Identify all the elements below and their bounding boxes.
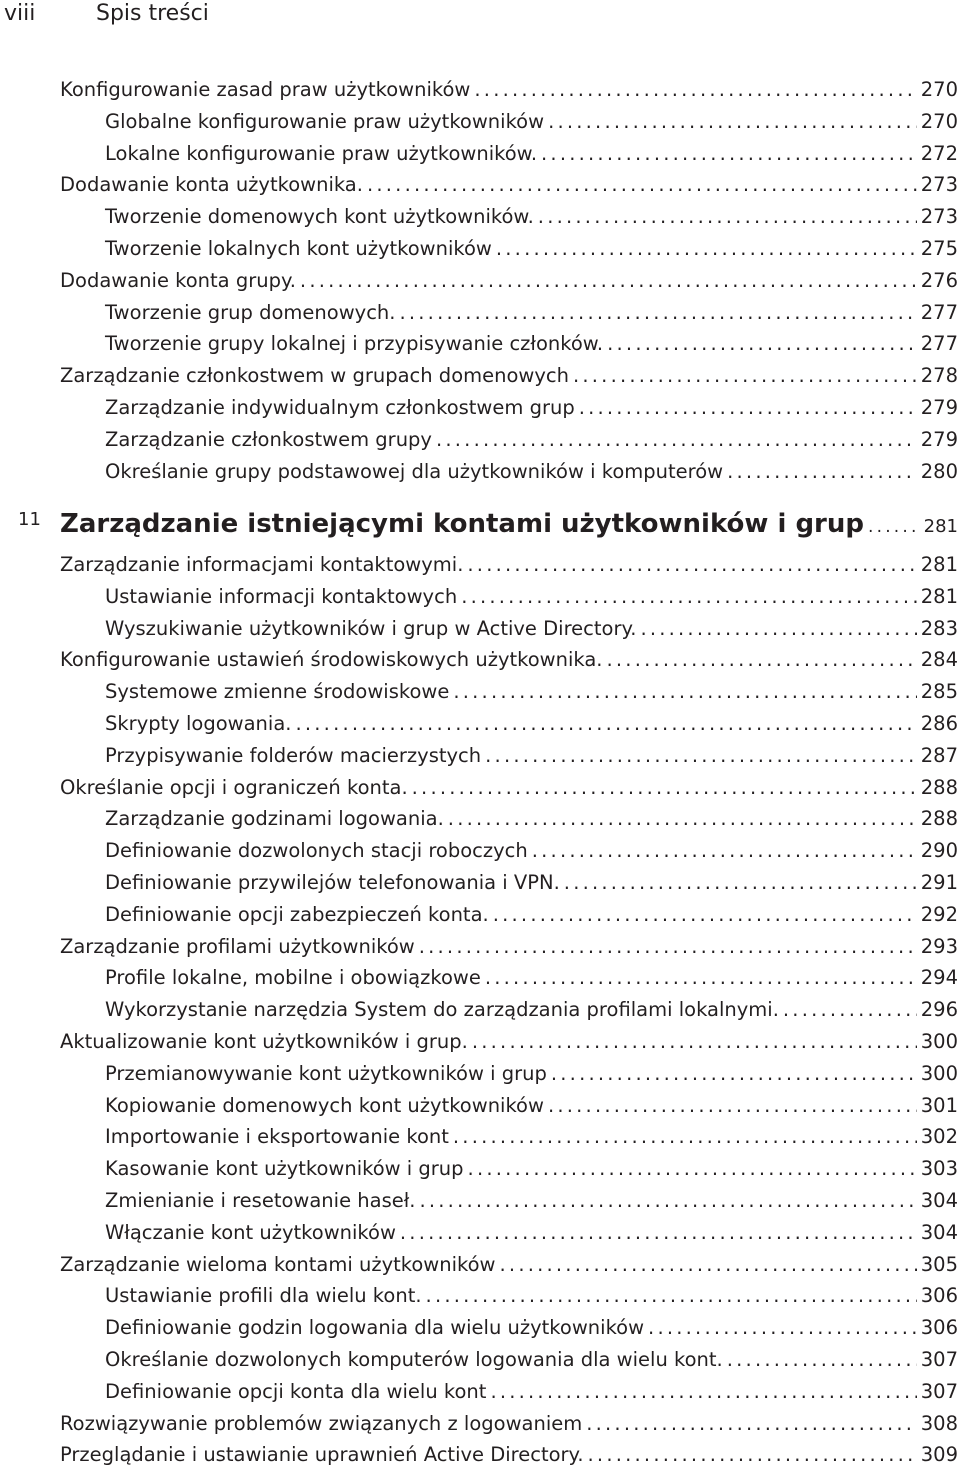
dot-leader bbox=[640, 617, 916, 640]
toc-entry-label: Określanie dozwolonych komputerów logowania dla wielu kont. bbox=[105, 1348, 723, 1371]
toc-page-number: 277 bbox=[920, 300, 958, 324]
toc-page-number: 276 bbox=[920, 268, 958, 292]
toc-entry-label: Tworzenie lokalnych kont użytkowników bbox=[105, 237, 492, 260]
toc-entry-label: Wykorzystanie narzędzia System do zarządzania profilami lokalnymi. bbox=[105, 998, 779, 1022]
toc-entry[interactable] bbox=[0, 142, 960, 174]
toc-entry-label: Ustawianie profili dla wielu kont. bbox=[105, 1284, 422, 1308]
toc-entry-label: Ustawianie informacji kontaktowych bbox=[105, 584, 458, 608]
toc-entry-label: Systemowe zmienne środowiskowe bbox=[105, 680, 450, 704]
toc-entry[interactable] bbox=[0, 1348, 960, 1380]
toc-page-number: 283 bbox=[920, 616, 958, 640]
dot-leader bbox=[300, 269, 917, 292]
dot-leader bbox=[367, 173, 917, 196]
toc-entry-label: Lokalne konfigurowanie praw użytkowników. bbox=[105, 141, 538, 165]
toc-entry[interactable] bbox=[0, 553, 960, 585]
toc-page-number: 281 bbox=[920, 584, 958, 608]
toc-entry[interactable] bbox=[0, 332, 960, 364]
toc-entry-label: Tworzenie grup domenowych. bbox=[105, 300, 396, 324]
dot-leader bbox=[579, 396, 917, 419]
toc-page-number: 279 bbox=[920, 427, 958, 451]
toc-entry-label: Skrypty logowania. bbox=[105, 712, 292, 735]
dot-leader bbox=[548, 110, 917, 133]
toc-page-number: 279 bbox=[920, 396, 958, 419]
toc-page-number: 285 bbox=[920, 680, 958, 704]
dot-leader bbox=[532, 839, 917, 862]
toc-entry-label: Zarządzanie członkostwem w grupach domenowych bbox=[60, 364, 569, 388]
toc-entry-label: Określanie opcji i ograniczeń konta. bbox=[60, 775, 408, 799]
toc-entry[interactable] bbox=[0, 1412, 960, 1444]
toc-entry-label: Zarządzanie informacjami kontaktowymi. bbox=[60, 553, 464, 576]
toc-entry-label: Wyszukiwanie użytkowników i grup w Active Directory. bbox=[105, 616, 637, 640]
toc-entry[interactable] bbox=[0, 998, 960, 1030]
toc-page-number: 304 bbox=[920, 1220, 958, 1244]
toc-page-number: 294 bbox=[920, 966, 958, 990]
toc-page-number: 306 bbox=[920, 1284, 958, 1308]
toc-entry[interactable] bbox=[0, 1189, 960, 1221]
toc-entry[interactable] bbox=[0, 205, 960, 237]
toc-entry-label: Definiowanie opcji konta dla wielu kont bbox=[105, 1379, 487, 1403]
toc-page-number: 287 bbox=[920, 743, 958, 767]
dot-leader bbox=[468, 1157, 917, 1180]
toc-page-number: 302 bbox=[920, 1125, 958, 1149]
toc-page-number: 284 bbox=[920, 648, 958, 672]
toc-entry[interactable] bbox=[0, 935, 960, 967]
toc-entry[interactable] bbox=[0, 1316, 960, 1348]
dot-leader bbox=[496, 237, 917, 260]
toc-entry-label: Profile lokalne, mobilne i obowiązkowe bbox=[105, 966, 481, 990]
toc-entry[interactable] bbox=[0, 1284, 960, 1316]
toc-page-number: 278 bbox=[920, 364, 958, 388]
header-title: Spis treści bbox=[96, 1, 209, 26]
toc-entry-label: Definiowanie przywilejów telefonowania i VPN. bbox=[105, 871, 560, 894]
dot-leader bbox=[607, 648, 917, 671]
dot-leader bbox=[541, 142, 917, 165]
toc-entry[interactable] bbox=[0, 1094, 960, 1126]
toc-entry-label: Kasowanie kont użytkowników i grup bbox=[105, 1157, 464, 1181]
dot-leader bbox=[727, 1348, 917, 1371]
page-header bbox=[0, 0, 960, 40]
toc-entry[interactable] bbox=[0, 237, 960, 269]
toc-entry[interactable] bbox=[0, 110, 960, 142]
toc-entry[interactable] bbox=[0, 585, 960, 617]
toc-page-number: 303 bbox=[920, 1157, 958, 1181]
toc-entry-label: Zarządzanie godzinami logowania. bbox=[105, 807, 444, 831]
toc-entry[interactable] bbox=[0, 396, 960, 428]
toc-page-number: 307 bbox=[920, 1379, 958, 1403]
toc-entry[interactable] bbox=[0, 1221, 960, 1253]
toc-entry-label: Definiowanie godzin logowania dla wielu użytkowników bbox=[105, 1316, 645, 1340]
toc-entry-label: Konfigurowanie ustawień środowiskowych użytkownika. bbox=[60, 648, 603, 672]
toc-entry[interactable] bbox=[0, 776, 960, 808]
toc-entry[interactable] bbox=[0, 839, 960, 871]
toc-entry[interactable] bbox=[0, 78, 960, 110]
chapter-heading[interactable] bbox=[0, 509, 960, 541]
dot-leader bbox=[564, 871, 917, 894]
toc-page-number: 290 bbox=[920, 839, 958, 863]
toc-page-number: 293 bbox=[920, 934, 958, 958]
dot-leader bbox=[448, 807, 917, 830]
toc-page-number: 308 bbox=[920, 1411, 958, 1435]
toc-page-number: 288 bbox=[920, 807, 958, 831]
toc-page-number: 306 bbox=[920, 1316, 958, 1340]
toc-page-number: 304 bbox=[920, 1189, 958, 1212]
toc-page-number: 301 bbox=[920, 1093, 958, 1117]
toc-entry-label: Zarządzanie wieloma kontami użytkowników bbox=[60, 1252, 496, 1276]
dot-leader bbox=[783, 998, 917, 1021]
dot-leader bbox=[868, 517, 920, 537]
toc-page-number: 292 bbox=[920, 902, 958, 926]
dot-leader bbox=[295, 712, 916, 735]
toc-entry[interactable] bbox=[0, 903, 960, 935]
toc-page-number: 280 bbox=[920, 459, 958, 483]
toc-page-number: 300 bbox=[920, 1030, 958, 1053]
dot-leader bbox=[500, 1253, 917, 1276]
toc-entry[interactable] bbox=[0, 269, 960, 301]
toc-entry[interactable] bbox=[0, 1443, 960, 1475]
toc-entry[interactable] bbox=[0, 648, 960, 680]
toc-entry[interactable] bbox=[0, 744, 960, 776]
toc-page-number: 281 bbox=[923, 516, 958, 537]
toc-entry-label: Definiowanie opcji zabezpieczeń konta. bbox=[105, 902, 489, 926]
toc-entry-label: Importowanie i eksportowanie kont bbox=[105, 1125, 449, 1149]
chapter-title: Zarządzanie istniejącymi kontami użytkowników i grup bbox=[60, 509, 864, 539]
toc-page-number: 307 bbox=[920, 1348, 958, 1371]
chapter-number: 11 bbox=[18, 509, 41, 530]
dot-leader bbox=[607, 332, 917, 355]
toc-entry-label: Zmienianie i resetowanie haseł. bbox=[105, 1189, 416, 1212]
toc-page-number: 305 bbox=[920, 1252, 958, 1276]
dot-leader bbox=[727, 460, 917, 483]
toc-entry-label: Definiowanie dozwolonych stacji roboczych bbox=[105, 839, 528, 863]
toc-entry-label: Włączanie kont użytkowników bbox=[105, 1220, 396, 1244]
dot-leader bbox=[474, 78, 916, 101]
toc-entry-label: Przemianowywanie kont użytkowników i grup bbox=[105, 1061, 547, 1085]
toc-entry-label: Określanie grupy podstawowej dla użytkowników i komputerów bbox=[105, 459, 724, 483]
toc-page-number: 300 bbox=[920, 1061, 958, 1085]
dot-leader bbox=[419, 1189, 916, 1212]
toc-entry[interactable] bbox=[0, 807, 960, 839]
toc-entry-label: Rozwiązywanie problemów związanych z logowaniem bbox=[60, 1411, 583, 1435]
toc-page-number: 275 bbox=[920, 237, 958, 260]
dot-leader bbox=[461, 585, 917, 608]
toc-entry-label: Konfigurowanie zasad praw użytkowników bbox=[60, 78, 471, 101]
toc-entry[interactable] bbox=[0, 428, 960, 460]
toc-entry[interactable] bbox=[0, 712, 960, 744]
dot-leader bbox=[493, 903, 917, 926]
toc-entry[interactable] bbox=[0, 1030, 960, 1062]
dot-leader bbox=[548, 1094, 917, 1117]
toc-page-number: 296 bbox=[920, 998, 958, 1022]
dot-leader bbox=[485, 744, 917, 767]
toc-entry[interactable] bbox=[0, 1157, 960, 1189]
toc-entry-label: Tworzenie grupy lokalnej i przypisywanie członków. bbox=[105, 332, 604, 356]
toc-entry[interactable] bbox=[0, 173, 960, 205]
dot-leader bbox=[399, 301, 916, 324]
toc-entry-label: Dodawanie konta użytkownika. bbox=[60, 173, 363, 197]
dot-leader bbox=[412, 776, 917, 799]
toc-page-number: 309 bbox=[920, 1443, 958, 1467]
toc-entry[interactable] bbox=[0, 680, 960, 712]
dot-leader bbox=[551, 1062, 917, 1085]
dot-leader bbox=[538, 205, 917, 228]
toc-page-number: 273 bbox=[920, 205, 958, 229]
toc-page-number: 277 bbox=[920, 332, 958, 356]
toc-entry[interactable] bbox=[0, 1125, 960, 1157]
dot-leader bbox=[485, 966, 917, 989]
header-page-number: viii bbox=[4, 1, 36, 26]
toc-entry[interactable] bbox=[0, 1253, 960, 1285]
toc-page-number: 286 bbox=[920, 712, 958, 735]
toc-page-number: 272 bbox=[920, 141, 958, 165]
toc-entry[interactable] bbox=[0, 1380, 960, 1412]
dot-leader bbox=[588, 1443, 917, 1466]
toc-entry-label: Dodawanie konta grupy. bbox=[60, 268, 296, 292]
toc-entry-label: Przeglądanie i ustawianie uprawnień Active Directory. bbox=[60, 1443, 584, 1467]
toc-page-number: 291 bbox=[920, 871, 958, 894]
dot-leader bbox=[472, 1030, 917, 1053]
dot-leader bbox=[419, 935, 917, 958]
toc-entry[interactable] bbox=[0, 617, 960, 649]
toc-entry-label: Tworzenie domenowych kont użytkowników. bbox=[105, 205, 534, 229]
dot-leader bbox=[648, 1316, 917, 1339]
toc-page-number: 270 bbox=[920, 109, 958, 133]
toc-entry-label: Aktualizowanie kont użytkowników i grup. bbox=[60, 1030, 468, 1053]
toc-entry[interactable] bbox=[0, 966, 960, 998]
dot-leader bbox=[453, 1125, 917, 1148]
toc-entry-label: Zarządzanie członkostwem grupy bbox=[105, 427, 432, 451]
toc-entry-label: Zarządzanie profilami użytkowników bbox=[60, 934, 415, 958]
toc-entry[interactable] bbox=[0, 301, 960, 333]
dot-leader bbox=[400, 1221, 917, 1244]
dot-leader bbox=[453, 680, 916, 703]
toc-page-number: 273 bbox=[920, 173, 958, 197]
toc-entry[interactable] bbox=[0, 460, 960, 492]
dot-leader bbox=[573, 364, 917, 387]
toc-entry[interactable] bbox=[0, 1062, 960, 1094]
toc-entry-label: Globalne konfigurowanie praw użytkowników bbox=[105, 109, 545, 133]
toc-page-number: 281 bbox=[920, 553, 958, 576]
dot-leader bbox=[467, 553, 916, 576]
toc-page-number: 270 bbox=[920, 78, 958, 101]
toc-entry[interactable] bbox=[0, 364, 960, 396]
toc-page-number: 288 bbox=[920, 775, 958, 799]
toc-entry-label: Zarządzanie indywidualnym członkostwem grup bbox=[105, 396, 575, 419]
dot-leader bbox=[490, 1380, 916, 1403]
dot-leader bbox=[426, 1284, 917, 1307]
toc-entry[interactable] bbox=[0, 871, 960, 903]
toc-entry-label: Przypisywanie folderów macierzystych bbox=[105, 743, 482, 767]
dot-leader bbox=[586, 1412, 917, 1435]
toc-entry-label: Kopiowanie domenowych kont użytkowników bbox=[105, 1093, 544, 1117]
dot-leader bbox=[436, 428, 917, 451]
